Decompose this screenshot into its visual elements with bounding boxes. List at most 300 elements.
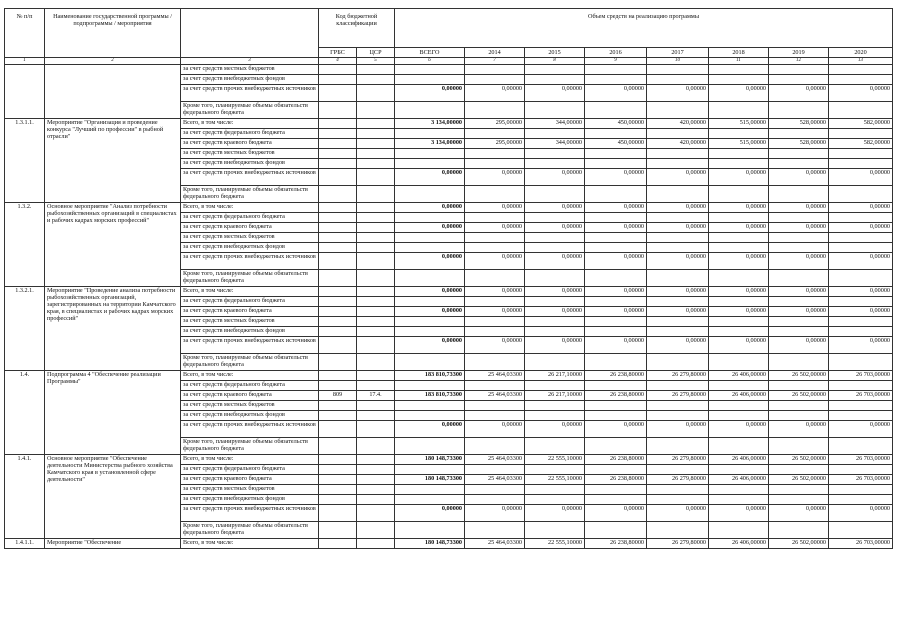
year-value: 0,00000 [829,505,893,522]
year-value [585,270,647,287]
year-value [585,438,647,455]
year-value [829,75,893,85]
year-value [769,270,829,287]
year-value [465,149,525,159]
column-index: 1 [5,58,45,65]
year-value: 0,00000 [709,505,769,522]
year-value: 0,00000 [769,169,829,186]
header-source [181,9,319,58]
year-value [465,297,525,307]
year-value: 0,00000 [465,253,525,270]
year-value [769,465,829,475]
year-value [525,317,585,327]
year-value: 0,00000 [709,223,769,233]
year-value [525,243,585,253]
csr-code [357,203,395,213]
year-value: 26 502,00000 [769,391,829,401]
year-value: 0,00000 [585,505,647,522]
year-value [465,485,525,495]
header-year: 2017 [647,48,709,58]
year-value: 25 464,03300 [465,391,525,401]
table-row [5,455,893,465]
csr-code [357,75,395,85]
year-value [465,213,525,223]
grbs-code [319,233,357,243]
year-value: 0,00000 [525,253,585,270]
year-value: 344,00000 [525,139,585,149]
year-value: 0,00000 [647,505,709,522]
year-value: 0,00000 [709,169,769,186]
funding-source: Всего, в том числе: [181,287,319,297]
csr-code [357,485,395,495]
total-value [395,485,465,495]
csr-code [357,253,395,270]
total-value [395,401,465,411]
year-value: 26 238,80000 [585,455,647,465]
year-value [769,233,829,243]
year-value: 0,00000 [769,421,829,438]
year-value: 0,00000 [769,307,829,317]
funding-source: за счет средств федерального бюджета [181,297,319,307]
year-value [465,438,525,455]
grbs-code [319,186,357,203]
year-value: 420,00000 [647,139,709,149]
year-value: 0,00000 [647,169,709,186]
year-value [647,485,709,495]
csr-code [357,139,395,149]
year-value: 26 406,00000 [709,455,769,465]
year-value: 0,00000 [769,337,829,354]
year-value [709,159,769,169]
year-value [769,102,829,119]
year-value [769,381,829,391]
year-value: 26 703,00000 [829,539,893,549]
funding-source: за счет средств прочих внебюджетных источников [181,85,319,102]
total-value [395,129,465,139]
csr-code [357,317,395,327]
budget-table [4,8,893,549]
year-value [647,317,709,327]
year-value [829,401,893,411]
csr-code [357,401,395,411]
funding-source: за счет средств краевого бюджета [181,307,319,317]
grbs-code [319,411,357,421]
total-value: 3 134,00000 [395,119,465,129]
table-row [5,371,893,381]
year-value [585,522,647,539]
total-value [395,327,465,337]
year-value [585,465,647,475]
total-value [395,354,465,371]
total-value [395,233,465,243]
funding-source: за счет средств федерального бюджета [181,129,319,139]
year-value [829,438,893,455]
year-value [585,411,647,421]
funding-source: Всего, в том числе: [181,539,319,549]
grbs-code [319,381,357,391]
year-value [829,381,893,391]
year-value: 0,00000 [465,337,525,354]
year-value [829,297,893,307]
funding-source: за счет средств местных бюджетов [181,317,319,327]
csr-code [357,129,395,139]
funding-source: за счет средств федерального бюджета [181,213,319,223]
year-value [585,102,647,119]
year-value: 26 703,00000 [829,475,893,485]
year-value [647,327,709,337]
year-value: 26 703,00000 [829,371,893,381]
total-value [395,411,465,421]
year-value: 0,00000 [585,223,647,233]
year-value [769,317,829,327]
csr-code [357,119,395,129]
year-value [525,129,585,139]
csr-code [357,149,395,159]
csr-code [357,411,395,421]
total-value: 0,00000 [395,287,465,297]
year-value [829,495,893,505]
year-value [829,522,893,539]
year-value: 0,00000 [465,505,525,522]
header-total: ВСЕГО [395,48,465,58]
funding-source: Кроме того, планируемые объемы обязательств федерального бюджета [181,270,319,287]
year-value [525,438,585,455]
year-value: 26 238,80000 [585,475,647,485]
total-value [395,243,465,253]
year-value: 26 279,80000 [647,455,709,465]
year-value [465,65,525,75]
year-value [525,270,585,287]
year-value [709,381,769,391]
year-value: 0,00000 [525,287,585,297]
year-value: 0,00000 [525,337,585,354]
total-value: 0,00000 [395,85,465,102]
funding-source: Кроме того, планируемые объемы обязательств федерального бюджета [181,522,319,539]
year-value: 26 502,00000 [769,539,829,549]
year-value: 26 502,00000 [769,475,829,485]
year-value: 0,00000 [829,85,893,102]
table-row [5,539,893,549]
year-value: 0,00000 [709,253,769,270]
year-value [769,297,829,307]
year-value [709,485,769,495]
year-value: 0,00000 [647,85,709,102]
year-value [709,129,769,139]
total-value [395,297,465,307]
year-value [709,65,769,75]
year-value: 0,00000 [769,287,829,297]
funding-source: Всего, в том числе: [181,371,319,381]
grbs-code [319,169,357,186]
year-value: 344,00000 [525,119,585,129]
year-value [647,159,709,169]
table-row [5,203,893,213]
header-csr: ЦСР [357,48,395,58]
year-value [525,327,585,337]
header-year: 2015 [525,48,585,58]
funding-source: за счет средств внебюджетных фондов [181,327,319,337]
year-value [647,75,709,85]
year-value: 26 238,80000 [585,371,647,381]
year-value [647,297,709,307]
year-value [465,465,525,475]
year-value: 515,00000 [709,119,769,129]
grbs-code [319,337,357,354]
funding-source: за счет средств федерального бюджета [181,381,319,391]
year-value [829,327,893,337]
funding-source: за счет средств федерального бюджета [181,465,319,475]
grbs-code [319,354,357,371]
funding-source: за счет средств прочих внебюджетных источников [181,337,319,354]
grbs-code [319,539,357,549]
year-value [769,65,829,75]
grbs-code [319,159,357,169]
header-year: 2018 [709,48,769,58]
year-value [525,354,585,371]
csr-code [357,287,395,297]
column-index: 12 [769,58,829,65]
funding-source: за счет средств прочих внебюджетных источников [181,421,319,438]
year-value [585,129,647,139]
year-value [647,411,709,421]
grbs-code [319,119,357,129]
total-value: 3 134,00000 [395,139,465,149]
header-code-group: Код бюджетной классификации [319,9,395,48]
year-value: 0,00000 [585,421,647,438]
year-value [769,186,829,203]
total-value: 0,00000 [395,169,465,186]
year-value [829,411,893,421]
year-value [465,522,525,539]
year-value: 582,00000 [829,119,893,129]
year-value: 22 555,10000 [525,475,585,485]
csr-code [357,438,395,455]
year-value [585,354,647,371]
year-value: 25 464,03300 [465,539,525,549]
grbs-code [319,243,357,253]
year-value [829,354,893,371]
year-value: 0,00000 [647,253,709,270]
year-value [709,522,769,539]
grbs-code [319,317,357,327]
year-value [829,465,893,475]
year-value [829,270,893,287]
year-value: 295,00000 [465,139,525,149]
year-value [647,522,709,539]
year-value [647,270,709,287]
total-value [395,186,465,203]
grbs-code [319,102,357,119]
csr-code [357,539,395,549]
funding-source: Кроме того, планируемые объемы обязательств федерального бюджета [181,438,319,455]
total-value: 180 148,73300 [395,539,465,549]
total-value: 0,00000 [395,223,465,233]
year-value [647,354,709,371]
csr-code [357,421,395,438]
year-value [829,186,893,203]
program-name: Мероприятие "Проведение анализа потребности рыбохозяйственных организаций, зарегистрированных на территории Камчатского края, в специалистах и рабочих кадрах морских профессий" [45,287,181,371]
column-index: 3 [181,58,319,65]
csr-code [357,223,395,233]
year-value [647,401,709,411]
total-value [395,102,465,119]
grbs-code [319,505,357,522]
year-value [525,149,585,159]
year-value [465,411,525,421]
year-value: 26 406,00000 [709,391,769,401]
year-value: 0,00000 [647,223,709,233]
year-value: 26 502,00000 [769,371,829,381]
row-number [5,65,45,119]
year-value [465,270,525,287]
year-value [525,495,585,505]
year-value [647,495,709,505]
grbs-code [319,270,357,287]
year-value [769,438,829,455]
funding-source: за счет средств прочих внебюджетных источников [181,505,319,522]
funding-source: Кроме того, планируемые объемы обязательств федерального бюджета [181,102,319,119]
grbs-code [319,495,357,505]
year-value: 450,00000 [585,119,647,129]
year-value: 0,00000 [769,85,829,102]
funding-source: Кроме того, планируемые объемы обязательств федерального бюджета [181,186,319,203]
program-name: Мероприятие "Организация и проведение конкурса "Лучший по профессии" в рыбной отрасли" [45,119,181,203]
year-value [647,381,709,391]
year-value [647,149,709,159]
year-value: 26 279,80000 [647,475,709,485]
year-value: 26 406,00000 [709,371,769,381]
header-name: Наименование государственной программы / подпрограммы / мероприятия [45,9,181,58]
year-value [709,243,769,253]
grbs-code [319,438,357,455]
year-value [829,129,893,139]
column-index: 9 [585,58,647,65]
year-value: 25 464,03300 [465,455,525,465]
csr-code [357,371,395,381]
column-index: 10 [647,58,709,65]
year-value [585,233,647,243]
year-value: 0,00000 [585,287,647,297]
year-value: 0,00000 [465,169,525,186]
year-value [647,243,709,253]
year-value [709,401,769,411]
year-value [585,65,647,75]
year-value [525,159,585,169]
year-value: 0,00000 [465,223,525,233]
year-value: 0,00000 [829,203,893,213]
grbs-code [319,223,357,233]
csr-code [357,270,395,287]
funding-source: за счет средств внебюджетных фондов [181,75,319,85]
csr-code [357,307,395,317]
year-value [769,159,829,169]
column-index: 8 [525,58,585,65]
total-value [395,270,465,287]
funding-source: за счет средств внебюджетных фондов [181,159,319,169]
year-value [829,149,893,159]
column-index: 5 [357,58,395,65]
funding-source: за счет средств местных бюджетов [181,233,319,243]
year-value [525,522,585,539]
grbs-code [319,307,357,317]
column-index: 4 [319,58,357,65]
year-value [525,213,585,223]
grbs-code [319,213,357,223]
year-value [465,159,525,169]
year-value: 0,00000 [647,307,709,317]
column-index: 7 [465,58,525,65]
table-row [5,287,893,297]
year-value [585,317,647,327]
year-value: 26 279,80000 [647,371,709,381]
program-name: Подпрограмма 4 "Обеспечение реализации Программы" [45,371,181,455]
year-value [829,243,893,253]
funding-source: за счет средств местных бюджетов [181,149,319,159]
year-value: 0,00000 [465,307,525,317]
total-value [395,159,465,169]
header-num: № п/п [5,9,45,58]
funding-source: Всего, в том числе: [181,455,319,465]
column-index: 13 [829,58,893,65]
year-value [585,297,647,307]
grbs-code [319,149,357,159]
year-value [585,327,647,337]
year-value: 0,00000 [829,421,893,438]
csr-code [357,381,395,391]
csr-code [357,102,395,119]
grbs-code [319,253,357,270]
year-value: 0,00000 [829,223,893,233]
year-value [525,75,585,85]
year-value: 0,00000 [525,223,585,233]
year-value: 0,00000 [769,253,829,270]
year-value [465,327,525,337]
year-value: 26 217,10000 [525,391,585,401]
year-value: 0,00000 [829,337,893,354]
year-value [709,186,769,203]
year-value [647,438,709,455]
year-value: 0,00000 [829,253,893,270]
funding-source: Кроме того, планируемые объемы обязательств федерального бюджета [181,354,319,371]
year-value [525,186,585,203]
funding-source: за счет средств краевого бюджета [181,475,319,485]
csr-code [357,65,395,75]
csr-code [357,465,395,475]
csr-code [357,475,395,485]
funding-source: за счет средств краевого бюджета [181,391,319,401]
year-value [465,186,525,203]
total-value: 183 810,73300 [395,371,465,381]
csr-code [357,354,395,371]
csr-code [357,495,395,505]
grbs-code [319,287,357,297]
year-value [709,327,769,337]
year-value: 0,00000 [769,223,829,233]
program-name [45,65,181,119]
year-value: 22 555,10000 [525,455,585,465]
csr-code [357,337,395,354]
year-value [465,75,525,85]
header-year: 2014 [465,48,525,58]
funding-source: за счет средств прочих внебюджетных источников [181,169,319,186]
year-value: 0,00000 [465,421,525,438]
year-value: 22 555,10000 [525,539,585,549]
year-value: 0,00000 [585,169,647,186]
total-value [395,495,465,505]
year-value: 0,00000 [585,253,647,270]
year-value: 0,00000 [829,169,893,186]
year-value [829,213,893,223]
